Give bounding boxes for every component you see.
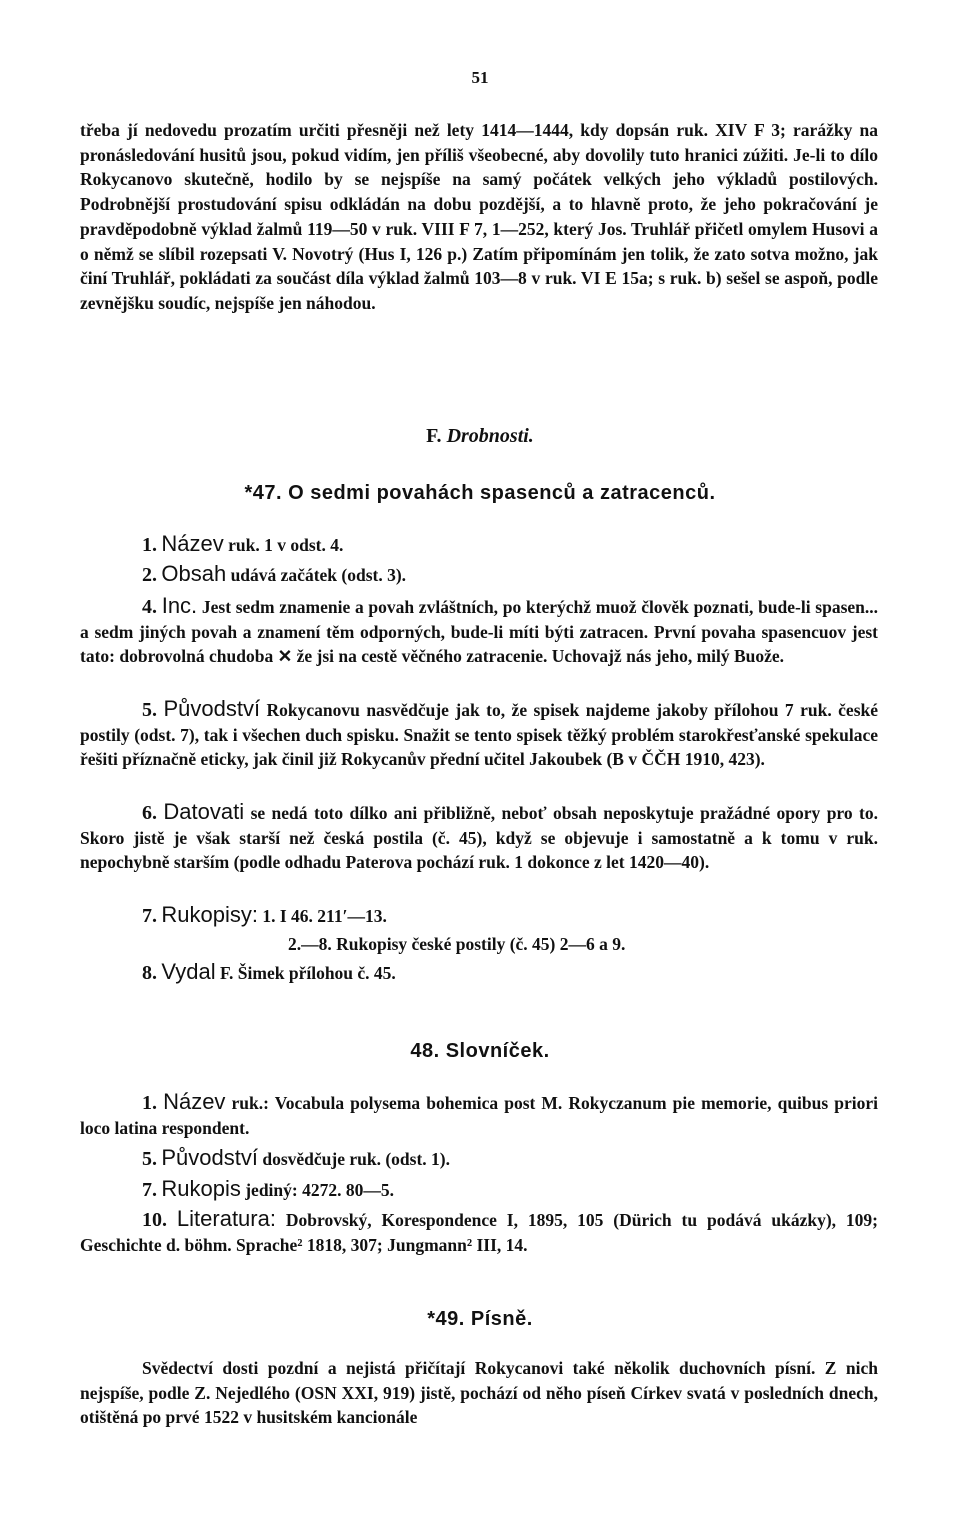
s48-entry-5	[80, 1146, 878, 1172]
entry-text: F. Šimek přílohou č. 45.	[219, 963, 396, 983]
s48-entry-7	[80, 1177, 878, 1203]
entry-keyword: Rukopisy:	[161, 902, 258, 927]
entry-number: 5.	[142, 699, 157, 721]
s47-entry-1	[80, 532, 878, 558]
entry-keyword: Literatura:	[176, 1206, 276, 1231]
entry-text: dosvědčuje ruk. (odst. 1).	[262, 1149, 451, 1169]
entry-keyword: Inc.	[161, 593, 198, 618]
entry-text: 1. I 46. 211′—13.	[262, 906, 387, 926]
entry-keyword: Název	[161, 531, 224, 556]
entry-text: Jest sedm znamenie a povah zvláštních, po kterýchž muož člověk poznati, bude-li spasen... a sedm jiných povah a znamení těm odporných, bude-li míti býti zatracen. První povaha spasencuov jest tato: dobrovolná chudoba ✕ že jsi na cestě věčného zatracenie. Uchovajž nás jeho, milý Buože.	[80, 597, 879, 667]
s47-entry-8	[80, 960, 878, 986]
entry-number: 8.	[142, 962, 157, 984]
section-f-letter: F.	[426, 425, 442, 447]
entry-text: 2.—8. Rukopisy české postily (č. 45) 2—6 a 9.	[288, 934, 626, 954]
entry-keyword: Datovati	[163, 799, 245, 824]
s47-entry-4	[80, 594, 878, 669]
entry-number: 5.	[142, 1148, 157, 1170]
s47-entry-5	[80, 697, 878, 772]
entry-number: 2.	[142, 564, 157, 586]
entry-keyword: Vydal	[161, 959, 216, 984]
section-f-heading	[0, 425, 960, 448]
s47-entry-2	[80, 562, 878, 588]
s48-entry-1	[80, 1090, 878, 1140]
entry-number: 7.	[142, 1179, 157, 1201]
entry-keyword: Původství	[161, 1145, 258, 1170]
s47-entry-7-continued	[80, 932, 878, 957]
s47-entry-6	[80, 800, 878, 875]
entry-text: ruk. 1 v odst. 4.	[228, 535, 344, 555]
entry-text: Rokycanovu nasvědčuje jak to, že spisek najdeme jakoby přílohou 7 ruk. české postily (odst. 7), tak i všechen duch spisku. Snažit se tento spisek těžký problém starokřesťanské spekulace řešiti příznačně eticky, jak činil již Rokycanův přední učitel Jakoubek (B v ČČH 1910, 423).	[80, 700, 879, 770]
entry-text: Dobrovský, Korespondence I, 1895, 105 (Dürich tu podává ukázky), 109; Geschichte d. böhm. Sprache² 1818, 307; Jungmann² III, 14.	[80, 1210, 879, 1255]
s49-paragraph: Svědectví dosti pozdní a nejistá přičítají Rokycanovi také několik duchovních písní. Z nich nejspíše, podle Z. Nejedlého (OSN XXI, 919) jistě, pochází od něho píseň Církev svatá v posledních dnech, otištěná po prvé 1522 v husitském kancionále	[80, 1358, 878, 1428]
intro-paragraph: třeba jí nedovedu prozatím určiti přesněji než lety 1414—1444, kdy dopsán ruk. XIV F 3; rarážky na pronásledování husitů jsou, pokud vidím, jen příliš všeobecné, aby dovolily tuto hranici zúžiti. Je-li to dílo Rokycanovo skutečně, hodilo by se nejspíše na samý počátek velkých jeho výkladů postilových. Podrobnější prostudování spisu odkládán na dobu pozdější, a to hlavně proto, že jeho pokračování je pravděpodobně výklad žalmů 119—50 v ruk. VIII F 7, 1—252, který Jos. Truhlář přičetl omylem Husovi a o němž se slíbil rozepsati V. Novotrý (Hus I, 126 p.) Zatím připomínám jen tolik, že zato sotva možno, jak činí Truhlář, pokládati za součást díla výklad žalmů 103—8 v ruk. VI E 15a; s ruk. b) sešel se aspoň, podle zevnějšku soudíc, nejspíše jen náhodou.	[80, 120, 878, 313]
entry-keyword: Obsah	[161, 561, 227, 586]
entry-keyword: Rukopis	[161, 1176, 241, 1201]
entry-number: 4.	[142, 596, 157, 618]
entry-text: udává začátek (odst. 3).	[230, 565, 407, 585]
section-48-heading: 48. Slovníček.	[410, 1040, 550, 1062]
section-49-heading: *49. Písně.	[427, 1308, 533, 1330]
page-number: 51	[471, 68, 489, 87]
entry-keyword: Původství	[163, 696, 261, 721]
entry-number: 10.	[142, 1209, 167, 1231]
s47-entry-7	[80, 903, 878, 929]
entry-number: 1.	[142, 1092, 157, 1114]
section-f-title: Drobnosti.	[446, 425, 534, 447]
entry-keyword: Název	[163, 1089, 226, 1114]
entry-number: 6.	[142, 802, 157, 824]
section-47-heading: *47. O sedmi povahách spasenců a zatracenců.	[244, 482, 716, 504]
s48-entry-10	[80, 1207, 878, 1257]
entry-number: 1.	[142, 534, 157, 556]
entry-number: 7.	[142, 905, 157, 927]
entry-text: se nedá toto dílko ani přibližně, neboť obsah neposkytuje pražádné opory pro to. Skoro jistě je však starší než česká postila (č. 45), když se objevuje i samostatně a k tomu v ruk. nepochybně starším (podle odhadu Paterova pochází ruk. 1 dokonce z let 1420—40).	[80, 803, 879, 873]
entry-text: jediný: 4272. 80—5.	[245, 1180, 394, 1200]
entry-text: ruk.: Vocabula polysema bohemica post M. Rokyczanum pie memorie, quibus priori loco latina respondent.	[80, 1093, 879, 1138]
